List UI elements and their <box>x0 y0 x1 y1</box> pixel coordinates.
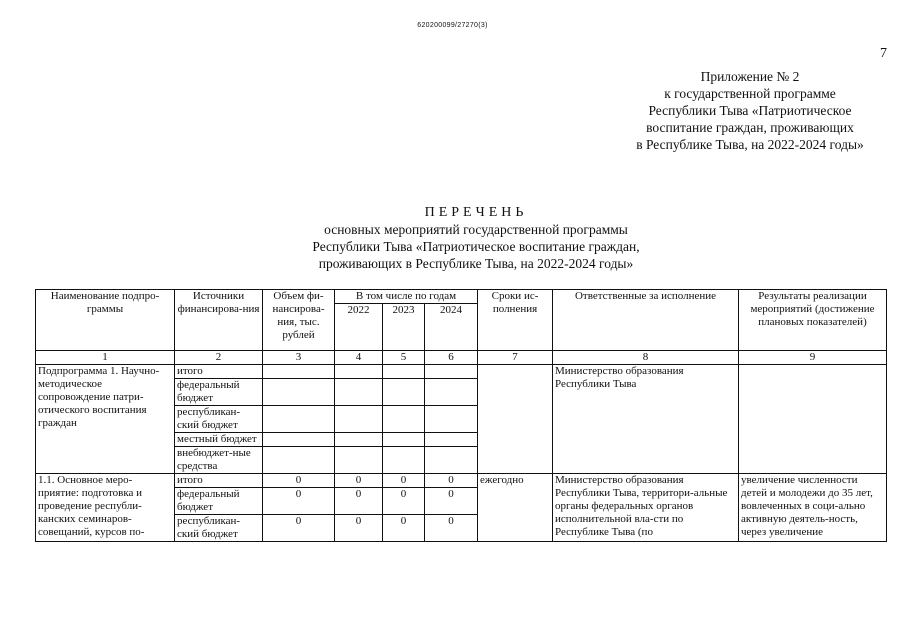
column-number: 1 <box>36 351 175 365</box>
year-2022-cell: 0 <box>335 474 383 488</box>
page-number: 7 <box>880 46 887 61</box>
year-2024-cell: 0 <box>425 488 478 515</box>
terms-cell: ежегодно <box>478 474 553 542</box>
activity-name: 1.1. Основное меро-приятие: подготовка и проведение республи-канских семинаров-совещаний, курсов по- <box>36 474 175 542</box>
subprogram-name: Подпрограмма 1. Научно-методическое сопровождение патри-отического воспитания граждан <box>36 365 175 474</box>
source-cell: местный бюджет <box>175 433 263 447</box>
year-2023-cell: 0 <box>383 474 425 488</box>
appendix-line: в Республике Тыва, на 2022-2024 годы» <box>636 137 864 152</box>
title-heading: ПЕРЕЧЕНЬ <box>424 205 528 220</box>
terms-cell <box>478 365 553 474</box>
header-row <box>36 290 887 304</box>
year-2022-cell: 0 <box>335 515 383 542</box>
responsible-cell: Министерство образования Республики Тыва <box>553 365 739 474</box>
title-line: основных мероприятий государственной программы <box>324 222 628 237</box>
header-responsible: Ответственные за исполнение <box>553 290 739 351</box>
column-number: 2 <box>175 351 263 365</box>
source-cell: внебюджет-ные средства <box>175 447 263 474</box>
document-id: 620200099/27270(3) <box>417 22 488 29</box>
year-2023-cell: 0 <box>383 488 425 515</box>
header-year-2024: 2024 <box>425 304 478 351</box>
header-year-2023: 2023 <box>383 304 425 351</box>
source-cell: республикан-ский бюджет <box>175 515 263 542</box>
results-cell: увеличение численности детей и молодежи до 35 лет, вовлеченных в соци-ально активную деятель-ность, через увеличение <box>739 474 887 542</box>
year-2022-cell: 0 <box>335 488 383 515</box>
volume-cell: 0 <box>263 474 335 488</box>
volume-cell: 0 <box>263 488 335 515</box>
appendix-line: Республики Тыва «Патриотическое <box>648 103 852 118</box>
header-terms: Сроки ис-полнения <box>478 290 553 351</box>
column-number: 7 <box>478 351 553 365</box>
table-row <box>36 474 887 488</box>
appendix-line: Приложение № 2 <box>700 69 800 84</box>
title-line: Республики Тыва «Патриотическое воспитание граждан, <box>312 239 640 254</box>
document-title <box>228 204 724 272</box>
year-2024-cell: 0 <box>425 515 478 542</box>
year-2024-cell: 0 <box>425 474 478 488</box>
appendix-line: воспитание граждан, проживающих <box>646 120 854 135</box>
source-cell: федеральный бюджет <box>175 379 263 406</box>
header-by-years: В том числе по годам <box>335 290 478 304</box>
column-number: 6 <box>425 351 478 365</box>
column-number: 9 <box>739 351 887 365</box>
source-cell: итого <box>175 365 263 379</box>
source-cell: итого <box>175 474 263 488</box>
header-year-2022: 2022 <box>335 304 383 351</box>
source-cell: федеральный бюджет <box>175 488 263 515</box>
volume-cell: 0 <box>263 515 335 542</box>
source-cell: республикан-ский бюджет <box>175 406 263 433</box>
column-number-row <box>36 351 887 365</box>
table-row <box>36 365 887 379</box>
activities-table <box>35 289 887 542</box>
year-2023-cell: 0 <box>383 515 425 542</box>
header-results: Результаты реализации мероприятий (достижение плановых показателей) <box>739 290 887 351</box>
column-number: 4 <box>335 351 383 365</box>
column-number: 5 <box>383 351 425 365</box>
column-number: 8 <box>553 351 739 365</box>
results-cell <box>739 365 887 474</box>
header-volume: Объем фи-нансирова-ния, тыс. рублей <box>263 290 335 351</box>
appendix-line: к государственной программе <box>664 86 836 101</box>
header-name: Наименование подпро-граммы <box>36 290 175 351</box>
responsible-cell: Министерство образования Республики Тыва, территори-альные органы федеральных органов исполнительной вла-сти по Республике Тыва (по <box>553 474 739 542</box>
header-sources: Источники финансирова-ния <box>175 290 263 351</box>
title-line: проживающих в Республике Тыва, на 2022-2024 годы» <box>318 256 634 271</box>
column-number: 3 <box>263 351 335 365</box>
appendix-note <box>600 68 900 153</box>
